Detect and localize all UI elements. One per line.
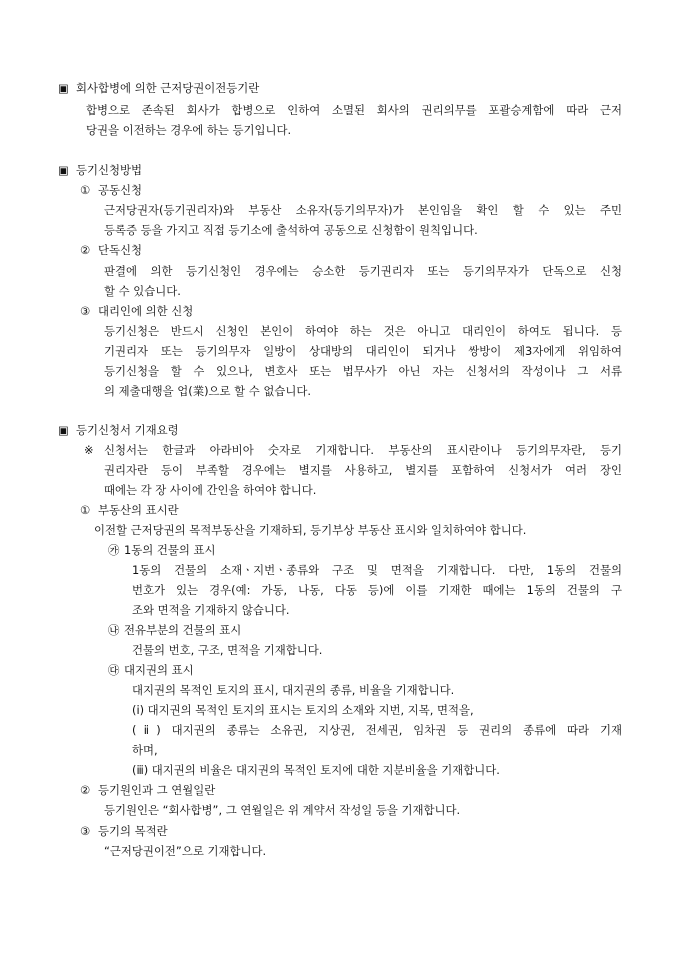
roman-item-line: (ⅲ) 대지권의 비율은 대지권의 목적인 토지에 대한 지분비율을 기재합니다. — [132, 763, 500, 777]
item-body-line: “근저당권이전”으로 기재합니다. — [104, 844, 267, 858]
item-body-line: 의 제출대행을 업(業)으로 할 수 없습니다. — [104, 384, 312, 398]
roman-item-line: (ⅱ) 대지권의 종류는 소유권, 지상권, 전세권, 임차권 등 권리의 종류에 따라 기재 — [132, 723, 622, 737]
sub-item-body-line: 1동의 건물의 소재ㆍ지번ㆍ종류와 구조 및 면적을 기재합니다. 다만, 1동의 건물의 — [132, 563, 622, 577]
item-body-line: 등기신청을 할 수 있으나, 변호사 또는 법무사가 아닌 자는 신청서의 작성이나 그 서류 — [104, 364, 622, 378]
note-body-line: 권리자란 등이 부족할 경우에는 별지를 사용하고, 별지를 포함하여 신청서가 여러 장인 — [104, 463, 622, 477]
item-body-line: 판결에 의한 등기신청인 경우에는 승소한 등기권리자 또는 등기의무자가 단독으로 신청 — [104, 264, 622, 278]
item-body-line: 등록증 등을 가지고 직접 등기소에 출석하여 공동으로 신청함이 원칙입니다. — [104, 223, 478, 237]
item-body-line: 근저당권자(등기권리자)와 부동산 소유자(등기의무자)가 본인임을 확인 할 수 있는 주민 — [104, 203, 622, 217]
sub-item-mark: ㉯ — [108, 623, 120, 637]
section-marker: ▣ — [58, 81, 69, 95]
item-title: 등기원인과 그 연월일란 — [98, 783, 216, 797]
roman-item-line: (ⅰ) 대지권의 목적인 토지의 표시는 토지의 소재와 지번, 지목, 면적을, — [132, 703, 474, 717]
note-body-line: 신청서는 한글과 아라비아 숫자로 기재합니다. 부동산의 표시란이나 등기의무자란, 등기 — [104, 443, 622, 457]
item-body-line: 이전할 근저당권의 목적부동산을 기재하되, 등기부상 부동산 표시와 일치하여야 합니다. — [94, 523, 527, 537]
item-body-line: 기권리자 또는 등기의무자 일방이 상대방의 대리인이 되거나 쌍방이 제3자에게 위임하여 — [104, 344, 622, 358]
sub-item-body-line: 조와 면적을 기재하지 않습니다. — [132, 603, 290, 617]
item-number: ② — [80, 783, 91, 797]
section-marker: ▣ — [58, 163, 69, 177]
item-body-line: 등기원인은 “회사합병”, 그 연월일은 위 계약서 작성일 등을 기재합니다. — [104, 803, 461, 817]
note-mark: ※ — [84, 443, 94, 457]
sub-item-title: 1동의 건물의 표시 — [124, 543, 216, 557]
item-title: 등기의 목적란 — [98, 824, 168, 838]
item-title: 부동산의 표시란 — [98, 503, 179, 517]
sub-item-mark: ㉰ — [108, 663, 120, 677]
section-marker: ▣ — [58, 423, 69, 437]
item-body-line: 등기신청은 반드시 신청인 본인이 하여야 하는 것은 아니고 대리인이 하여도 됩니다. 등 — [104, 324, 622, 338]
item-number: ① — [80, 503, 91, 517]
item-body-line: 할 수 있습니다. — [104, 284, 181, 298]
item-title: 대리인에 의한 신청 — [98, 304, 194, 318]
section-body-line: 당권을 이전하는 경우에 하는 등기입니다. — [86, 123, 292, 137]
item-title: 공동신청 — [98, 183, 143, 197]
item-number: ③ — [80, 824, 91, 838]
section-body-line: 합병으로 존속된 회사가 합병으로 인하여 소멸된 회사의 권리의무를 포괄승계함에 따라 근저 — [86, 103, 622, 117]
item-number: ① — [80, 183, 91, 197]
item-title: 단독신청 — [98, 243, 143, 257]
sub-item-title: 전유부분의 건물의 표시 — [124, 623, 242, 637]
sub-item-body-line: 건물의 번호, 구조, 면적을 기재합니다. — [132, 643, 323, 657]
note-body-line: 때에는 각 장 사이에 간인을 하여야 합니다. — [104, 483, 317, 497]
sub-item-body-line: 번호가 있는 경우(예: 가동, 나동, 다동 등)에 이를 기재한 때에는 1동의 건물의 구 — [132, 583, 622, 597]
sub-item-mark: ㉮ — [108, 543, 120, 557]
item-number: ② — [80, 243, 91, 257]
item-number: ③ — [80, 304, 91, 318]
section-title: 등기신청방법 — [76, 163, 143, 177]
section-title: 회사합병에 의한 근저당권이전등기란 — [76, 81, 260, 95]
roman-item-line: 하며, — [132, 743, 158, 757]
sub-item-body-line: 대지권의 목적인 토지의 표시, 대지권의 종류, 비율을 기재합니다. — [132, 683, 455, 697]
section-title: 등기신청서 기재요령 — [76, 423, 179, 437]
sub-item-title: 대지권의 표시 — [124, 663, 194, 677]
